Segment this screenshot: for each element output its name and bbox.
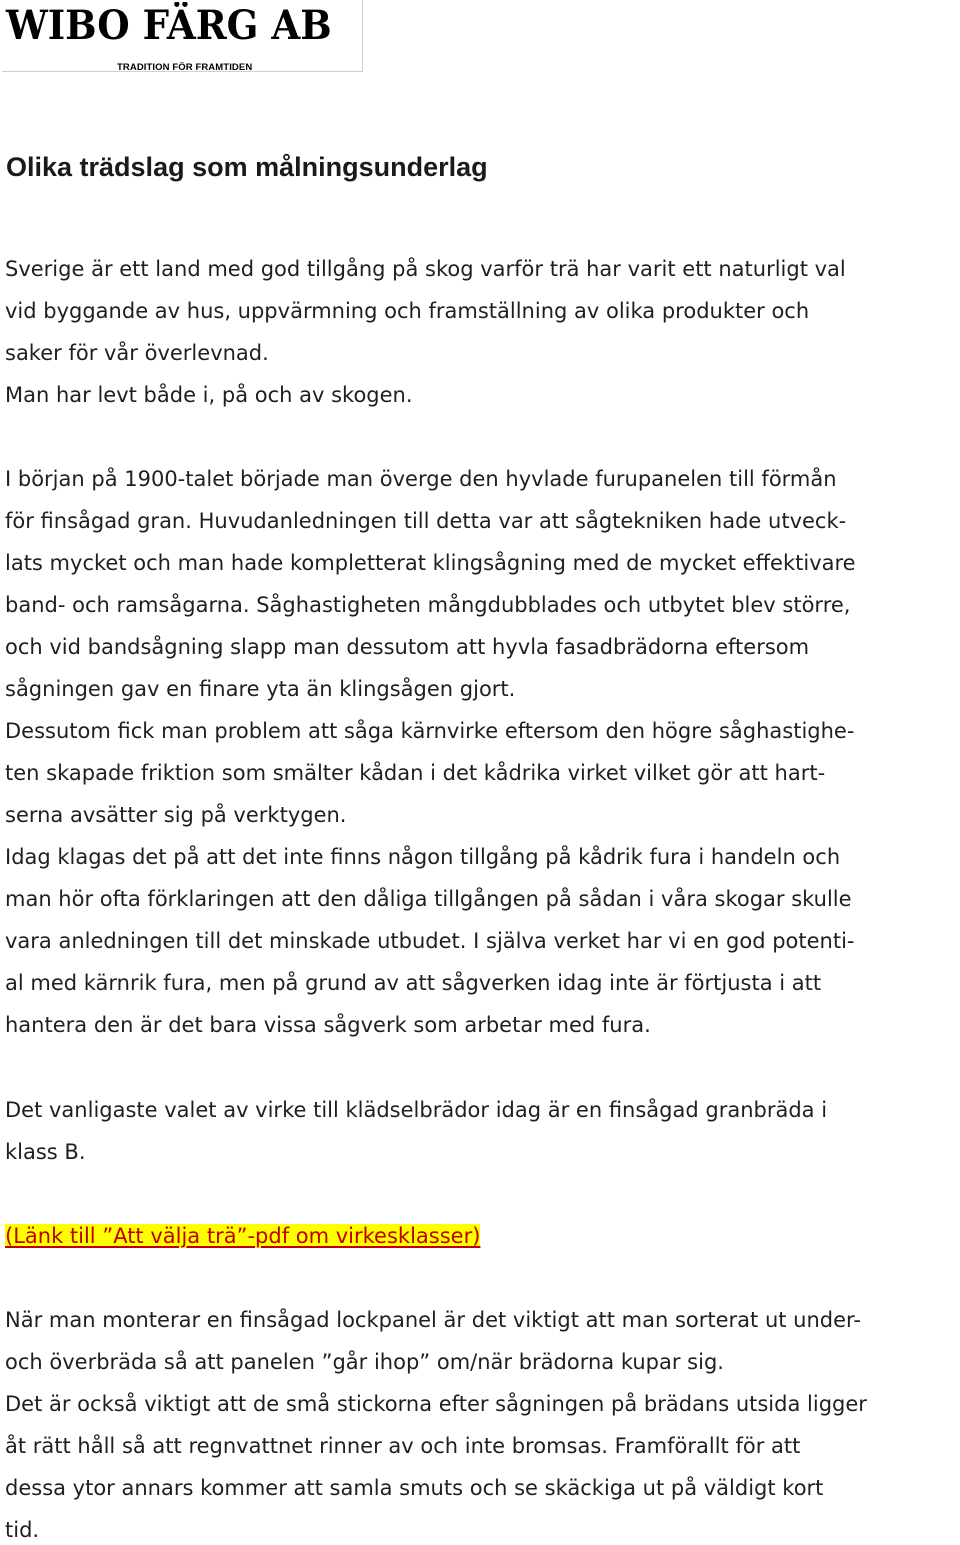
paragraph-line: I början på 1900-talet började man överge den hyvlade furupanelen till förmån [5, 467, 837, 491]
paragraph-line: klass B. [5, 1140, 86, 1164]
paragraph-line: ten skapade friktion som smälter kådan i det kådrika virket vilket gör att hart- [5, 761, 826, 785]
paragraph-line: lats mycket och man hade kompletterat klingsågning med de mycket effektivare [5, 551, 856, 575]
paragraph-line: man hör ofta förklaringen att den dåliga tillgången på sådan i våra skogar skulle [5, 887, 852, 911]
paragraph-line: och överbräda så att panelen ”går ihop” om/när brädorna kupar sig. [5, 1350, 724, 1374]
paragraph-line: hantera den är det bara vissa sågverk som arbetar med fura. [5, 1013, 651, 1037]
virkesklasser-pdf-link[interactable]: (Länk till ”Att välja trä”-pdf om virkesklasser) [5, 1224, 481, 1248]
paragraph-line: Idag klagas det på att det inte finns någon tillgång på kådrik fura i handeln och [5, 845, 841, 869]
paragraph-line: När man monterar en finsågad lockpanel är det viktigt att man sorterat ut under- [5, 1308, 861, 1332]
paragraph-line: Det är också viktigt att de små stickorna efter sågningen på brädans utsida ligger [5, 1392, 867, 1416]
link-paragraph [5, 1221, 480, 1251]
paragraph-line: sågningen gav en finare yta än klingsågen gjort. [5, 677, 516, 701]
paragraph-line: för finsågad gran. Huvudanledningen till detta var att sågtekniken hade utveck- [5, 509, 847, 533]
paragraph-line: tid. [5, 1518, 40, 1542]
paragraph-line: vara anledningen till det minskade utbudet. I själva verket har vi en god potenti- [5, 929, 855, 953]
paragraph-line: dessa ytor annars kommer att samla smuts och se skäckiga ut på väldigt kort [5, 1476, 824, 1500]
paragraph-line: Dessutom fick man problem att såga kärnvirke eftersom den högre såghastighe- [5, 719, 855, 743]
company-logo [2, 0, 363, 72]
paragraph-line: band- och ramsågarna. Såghastigheten mångdubblades och utbytet blev större, [5, 593, 851, 617]
document-title: Olika trädslag som målningsunderlag [6, 152, 488, 182]
logo-tagline: TRADITION FÖR FRAMTIDEN [117, 62, 253, 73]
paragraph-line: och vid bandsågning slapp man dessutom att hyvla fasadbrädorna eftersom [5, 635, 810, 659]
logo-company-name: WIBO FÄRG AB [6, 2, 332, 49]
paragraph-line: al med kärnrik fura, men på grund av att sågverken idag inte är förtjusta i att [5, 971, 822, 995]
paragraph-line: serna avsätter sig på verktygen. [5, 803, 347, 827]
paragraph-line: åt rätt håll så att regnvattnet rinner av och inte bromsas. Framförallt för att [5, 1434, 801, 1458]
paragraph-line: vid byggande av hus, uppvärmning och framställning av olika produkter och [5, 299, 810, 323]
paragraph-line: saker för vår överlevnad. [5, 341, 269, 365]
paragraph-line: Man har levt både i, på och av skogen. [5, 383, 413, 407]
paragraph-line: Det vanligaste valet av virke till klädselbrädor idag är en finsågad granbräda i [5, 1098, 828, 1122]
paragraph-line: Sverige är ett land med god tillgång på skog varför trä har varit ett naturligt val [5, 257, 846, 281]
